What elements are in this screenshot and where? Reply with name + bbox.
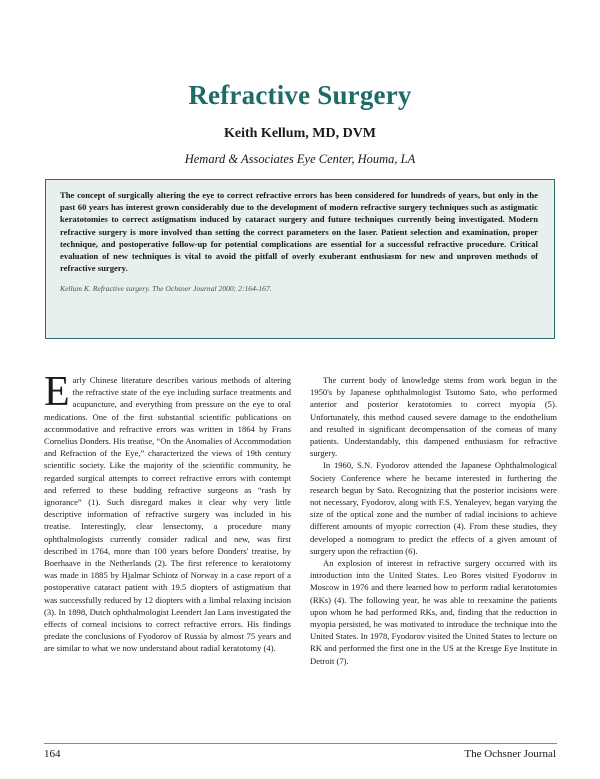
drop-cap: E bbox=[44, 369, 70, 415]
body-paragraph-text: arly Chinese literature describes various methods of altering the refractive state of the eye including surface treatments and acupuncture, and everything from pressure on the eye to oral medications. One of the first substantial scientific publications on accommodative and refractive errors was written in 1864 by Frans Cornelius Donders. His treatise, “On the Anomalies of Accommodation and Refraction of the Eye,” characterized the views of 19th century scientific society. Like the majority of the scientific community, he regarded surgical attempts to correct refractive errors with contempt and referred to these budding refractive surgeons as “rash by ignorance” (1). Such disregard makes it clear why very little descriptive information of refractive surgery was included in his treatise. Interestingly, clear lensectomy, a procedure many ophthalmologists currently consider radical and new, was first described in 1764, more than 100 years before Donders' treatise, by Boerhaave in the Netherlands (2). The first reference to keratotomy was made in 1885 by Hjalmar Schiotz of Norway in a case report of a postoperative cataract patient with 19.5 diopters of astigmatism that was successfully reduced by 12 diopters with a limbal relaxing incision (3). In 1898, Dutch ophthalmologist Leendert Jan Lans investigated the effects of corneal incisions to correct refractive errors. His findings predate the conclusions of Fyodorov of Russia by almost 75 years and are similar to what we now understand about radial keratotomy (4). bbox=[44, 375, 291, 654]
body-column-right bbox=[310, 374, 557, 667]
author-affiliation: Hemard & Associates Eye Center, Houma, LA bbox=[184, 152, 416, 166]
body-paragraph bbox=[44, 369, 291, 655]
author-name: Keith Kellum, MD, DVM bbox=[223, 126, 377, 141]
journal-name: The Ochsner Journal bbox=[464, 748, 556, 760]
body-paragraph: The current body of knowledge stems from work begun in the 1950's by Japanese ophthalmologist Tsutomo Sato, who performed anterior and posterior keratotomies to correct myopia (5). Unfortunately, this method caused severe damage to the endothelium and resulted in significant decompensation of the corneas of many patients. Understandably, this dampened enthusiasm for refractive surgery. bbox=[310, 375, 557, 459]
abstract-box bbox=[45, 179, 555, 339]
body-paragraph: In 1960, S.N. Fyodorov attended the Japanese Ophthalmological Society Conference where he became interested in furthering the research begun by Sato. Recognizing that the posterior incisions were not necessary, Fyodorov, along with F.S. Yenaleyev, began varying the size of the optical zone and the number of radial incisions to achieve different amounts of myopic correction (4). From these studies, they developed a nomogram to predict the effects of a given amount of surgery upon the refraction (6). bbox=[310, 460, 557, 556]
article-title: Refractive Surgery bbox=[188, 80, 412, 110]
body-column-left bbox=[44, 369, 291, 655]
page-number: 164 bbox=[44, 748, 61, 760]
footer-divider bbox=[44, 743, 557, 744]
abstract-text: The concept of surgically altering the eye to correct refractive errors has been considered for hundreds of years, but only in the past 60 years has interest grown considerably due to the development of modern refractive surgery techniques such as astigmatic keratotomies to correct astigmatism induced by cataract surgery and future techniques currently being investigated. Modern refractive surgery is more involved than setting the correct parameters on the laser. Patient selection and examination, proper technique, and postoperative follow-up for potential complications are essential for a successful refractive procedure. Critical evaluation of new techniques is vital to avoid the pitfall of overly exuberant enthusiasm for new and unproven methods of refractive surgery. bbox=[60, 190, 538, 274]
body-paragraph: An explosion of interest in refractive surgery occurred with its introduction into the United States. Leo Bores visited Fyodorov in Moscow in 1976 and there learned how to perform radial keratotomies (RKs) (4). The following year, he was able to reexamine the patients upon whom he had performed RKs, and, finding that the reduction in myopia persisted, he was motivated to introduce the technique into the United States. In 1978, Fyodorov visited the United States to lecture on RK and performed the first one in the US at the Kresge Eye Institute in Detroit (7). bbox=[310, 558, 557, 666]
citation: Kellum K. Refractive surgery. The Ochsner Journal 2000; 2:164-167. bbox=[60, 284, 272, 294]
